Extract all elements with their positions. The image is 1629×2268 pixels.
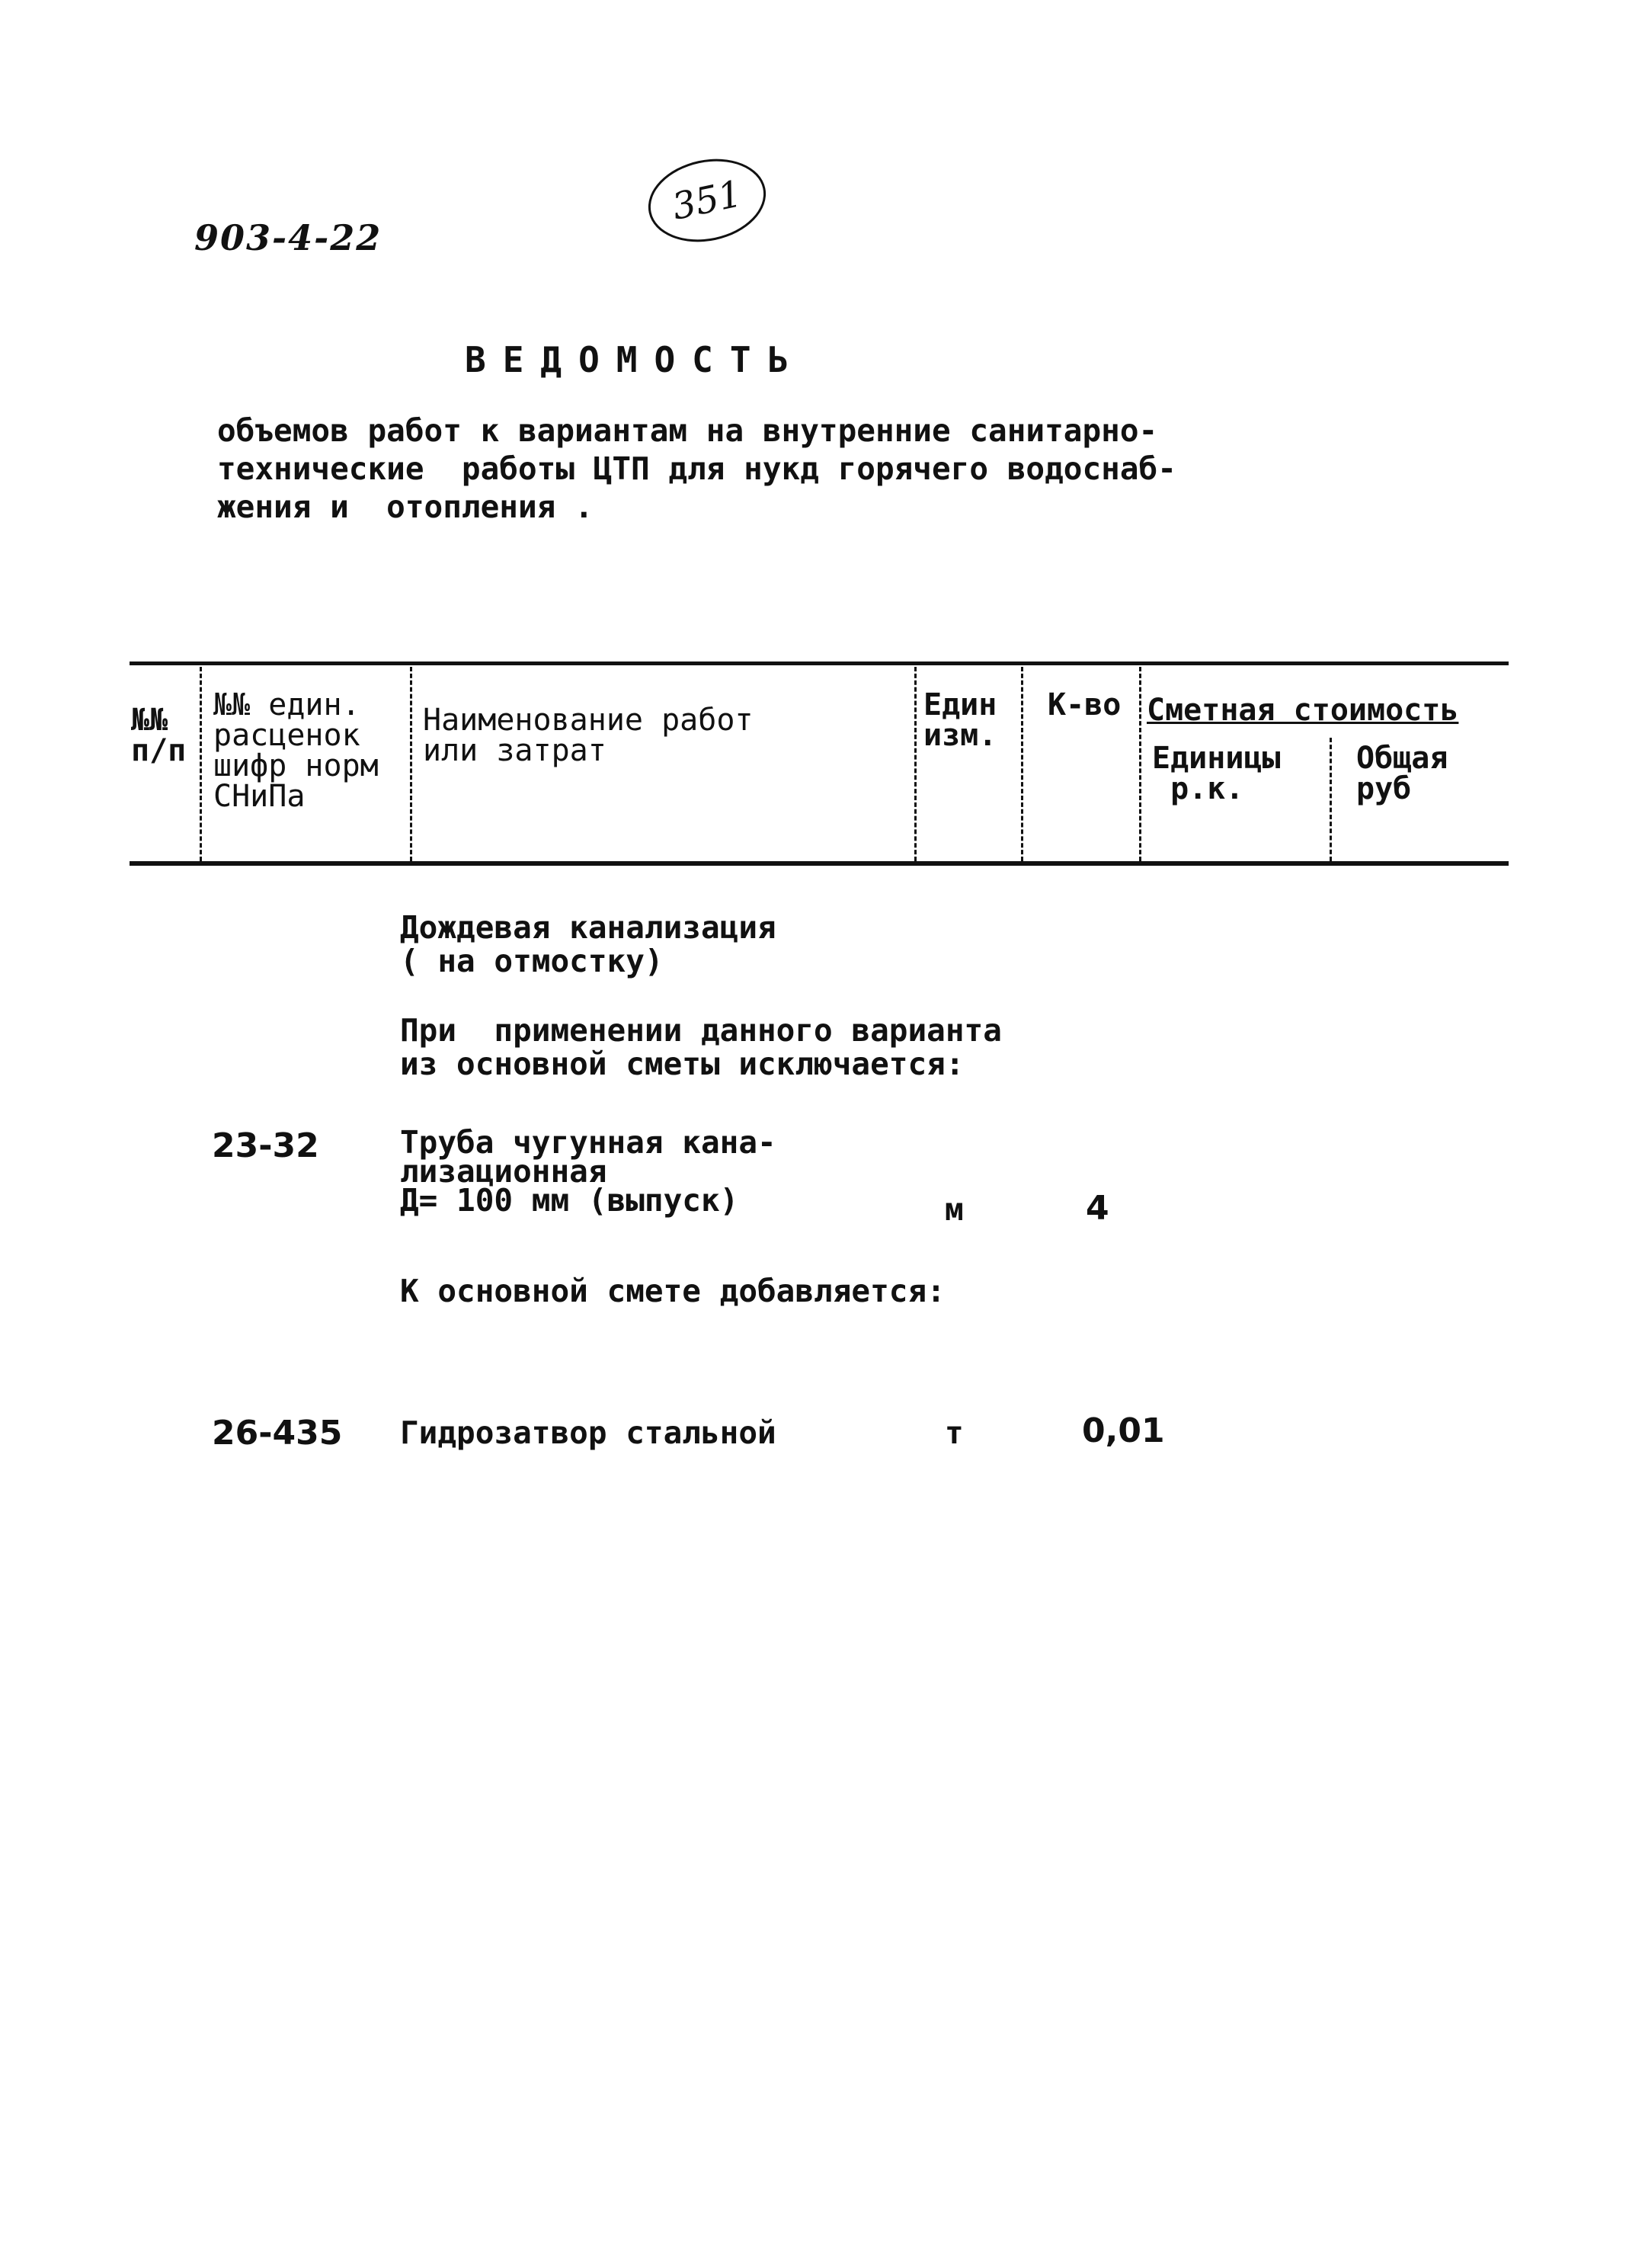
header-unit: Един изм. (923, 687, 997, 753)
header-quantity: К-во (1048, 687, 1122, 722)
row-unit: т (945, 1414, 964, 1451)
row-name: Труба чугунная кана- лизационная Д= 100 мм (выпуск) (400, 1124, 776, 1219)
add-note: К основной смете добавляется: (400, 1273, 946, 1309)
column-divider (1139, 667, 1141, 861)
column-divider (1330, 738, 1332, 861)
header-code: №№ един. расценок шифр норм СНиПа (213, 687, 379, 814)
header-total-cost: Общая руб (1356, 741, 1448, 806)
header-name: Наименование работ или затрат (423, 703, 754, 768)
exclude-note: При применении данного варианта из основной сметы исключается: (400, 1012, 1002, 1082)
column-divider (410, 667, 412, 861)
table-top-rule (130, 662, 1509, 665)
column-divider (1021, 667, 1023, 861)
page-number-stamp (641, 149, 774, 252)
column-divider (914, 667, 917, 861)
table-bottom-rule (130, 861, 1509, 866)
row-name: Гидрозатвор стальной (400, 1414, 776, 1451)
document-code: 903-4-22 (194, 217, 382, 258)
row-unit: м (945, 1191, 964, 1228)
row-code: 26-435 (212, 1414, 343, 1453)
header-estimated-cost: Сметная стоимость (1147, 693, 1459, 728)
row-quantity: 4 (1086, 1189, 1109, 1228)
document-title: ВЕДОМОСТЬ (465, 339, 806, 380)
header-number: №№ п/п (131, 703, 187, 768)
column-divider (200, 667, 202, 861)
row-quantity: 0,01 (1082, 1411, 1165, 1450)
row-code: 23-32 (212, 1126, 319, 1165)
section-title: Дождевая канализация ( на отмостку) (400, 909, 776, 979)
header-unit-cost: Единицы р.к. (1152, 741, 1281, 806)
page-number: 351 (668, 172, 746, 229)
document-subtitle: объемов работ к вариантам на внутренние санитарно- технические работы ЦТП для нукд горячего водоснаб- жения и отопления . (217, 412, 1176, 525)
